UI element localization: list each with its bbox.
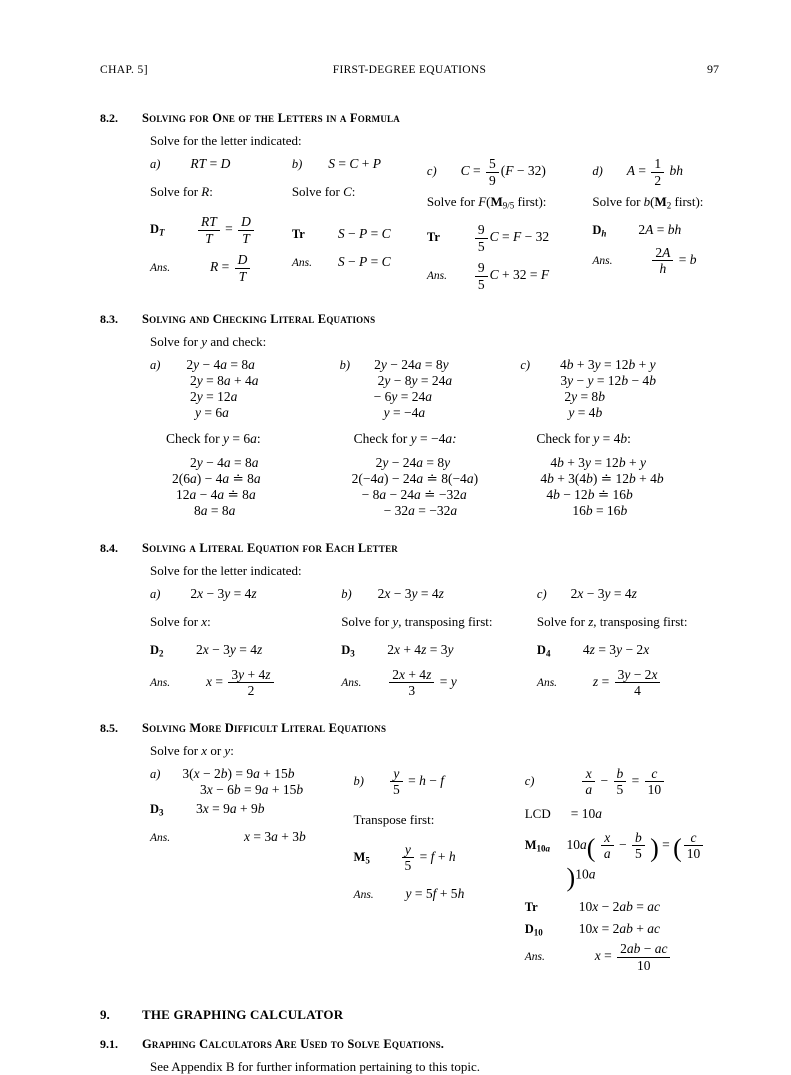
solution-line: y = −4a bbox=[383, 405, 426, 421]
solution-line: 2y = 12a bbox=[190, 389, 238, 405]
section-title: Solving for One of the Letters in a Formula bbox=[142, 111, 400, 125]
step-expression: 2x + 4z = 3y bbox=[387, 642, 454, 658]
operation-label: Tr bbox=[426, 230, 440, 245]
answer-label: Ans. bbox=[592, 254, 613, 267]
item-equation: C = $\frac{5}{9}$ (F − 32) bbox=[460, 156, 546, 188]
section-heading-9-1 bbox=[100, 1037, 719, 1052]
item-tag: a) bbox=[150, 157, 161, 171]
section-9-1-body: See Appendix B for further information pertaining to this topic. bbox=[150, 1059, 480, 1075]
item-tag: b) bbox=[353, 773, 364, 788]
problem-8-5-b bbox=[354, 766, 525, 974]
solution-line: 2y = 8a + 4a bbox=[190, 373, 259, 389]
section-8-4-lead: Solve for the letter indicated: bbox=[150, 563, 302, 579]
check-line: − 8a − 24a ≐ −32a bbox=[361, 487, 467, 503]
check-line: 2(6a) − 4a ≐ 8a bbox=[172, 471, 261, 487]
answer-expression: $\frac{2x + 4z}{3}$ = y bbox=[387, 667, 457, 699]
section-8-3-lead: Solve for y and check: bbox=[150, 334, 267, 350]
check-line: 4b + 3(4b) ≐ 12b + 4b bbox=[540, 471, 664, 487]
step-expression: 4z = 3y − 2x bbox=[582, 642, 650, 658]
check-heading: Check for y = 4b: bbox=[536, 431, 631, 447]
page-number: 97 bbox=[707, 62, 719, 76]
answer-expression: $\frac{2A}{h}$ = b bbox=[650, 245, 696, 277]
step-expression: $\frac{RT}{T}$ = $\frac{D}{T}$ bbox=[196, 214, 256, 246]
lcd-label: LCD bbox=[524, 805, 551, 821]
solution-line: 4b + 3y = 12b + y bbox=[560, 357, 656, 373]
solution-line: 3(x − 2b) = 9a + 15b bbox=[182, 765, 295, 781]
solution-line: 3x − 6b = 9a + 15b bbox=[200, 781, 304, 797]
solve-for-label: Solve for z, transposing first: bbox=[536, 614, 688, 630]
section-heading-9 bbox=[100, 1007, 719, 1023]
item-tag: c) bbox=[536, 587, 547, 602]
check-line: 4b + 3y = 12b + y bbox=[550, 455, 646, 471]
check-line: 2y − 24a = 8y bbox=[375, 455, 451, 471]
solve-for-label: Solve for $F(M_{9/5}$ first): bbox=[426, 194, 547, 211]
operation-label: $D_2$ bbox=[150, 643, 164, 659]
item-equation: A = $\frac{1}{2}$ bh bbox=[626, 156, 684, 188]
item-equation: 2x − 3y = 4z bbox=[377, 586, 444, 602]
problem-8-2-a bbox=[150, 156, 292, 292]
section-number: 9. bbox=[100, 1007, 110, 1023]
step-expression: 10x − 2ab = ac bbox=[578, 899, 660, 915]
item-tag: b) bbox=[291, 157, 303, 171]
check-line: 4b − 12b ≐ 16b bbox=[546, 487, 633, 503]
answer-label: Ans. bbox=[524, 951, 545, 964]
problem-8-2-b bbox=[292, 156, 427, 292]
answer-expression: x = 3a + 3b bbox=[244, 828, 306, 844]
section-number: 8.4. bbox=[100, 541, 118, 556]
section-number: 8.3. bbox=[100, 312, 118, 327]
item-tag: a) bbox=[150, 587, 161, 602]
problem-8-3-c bbox=[520, 357, 719, 519]
solution-line: 3y − y = 12b − 4b bbox=[560, 373, 656, 389]
check-line: 8a = 8a bbox=[194, 503, 236, 519]
problem-8-3-b bbox=[340, 357, 521, 519]
check-line: 16b = 16b bbox=[572, 503, 628, 519]
section-8-5-lead: Solve for x or y: bbox=[150, 742, 234, 758]
section-8-4-columns bbox=[150, 586, 719, 698]
item-tag: c) bbox=[524, 773, 535, 788]
section-title: Solving a Literal Equation for Each Letter bbox=[142, 541, 398, 556]
answer-expression: x = $\frac{2ab - ac}{10}$ bbox=[595, 941, 673, 973]
answer-label: Ans. bbox=[150, 262, 171, 275]
item-equation: $\frac{y}{5}$ = h − f bbox=[388, 766, 444, 798]
problem-8-5-c bbox=[525, 766, 719, 974]
section-heading-8-4 bbox=[100, 541, 719, 556]
item-equation: $\frac{x}{a}$ − $\frac{b}{5}$ = $\frac{c}{10}$ bbox=[580, 766, 666, 798]
problem-8-2-c bbox=[427, 156, 592, 292]
solution-line: 2y = 8b bbox=[564, 389, 605, 405]
operation-label: $D_{10}$ bbox=[524, 922, 543, 938]
step-expression: 3x = 9a + 9b bbox=[196, 800, 265, 816]
section-title: THE GRAPHING CALCULATOR bbox=[142, 1007, 344, 1023]
solution-line: 2y − 4a = 8a bbox=[186, 357, 255, 373]
section-title: Solving More Difficult Literal Equations bbox=[142, 720, 387, 735]
solution-line: 2y − 8y = 24a bbox=[377, 373, 453, 389]
answer-expression: y = 5f + 5h bbox=[405, 885, 465, 901]
section-heading-8-5 bbox=[100, 721, 719, 736]
section-8-3-columns bbox=[150, 357, 719, 519]
answer-label: Ans. bbox=[291, 257, 312, 269]
item-equation: RT = D bbox=[190, 156, 231, 171]
operation-label: $M_5$ bbox=[353, 849, 370, 866]
solve-for-label: Solve for x: bbox=[150, 614, 211, 630]
section-8-5-columns bbox=[150, 766, 719, 974]
check-line: 2(−4a) − 24a ≐ 8(−4a) bbox=[351, 471, 479, 487]
operation-label: $D_T$ bbox=[150, 222, 165, 238]
section-heading-8-3 bbox=[100, 312, 719, 327]
section-8-2-columns bbox=[150, 156, 719, 292]
problem-8-4-b bbox=[341, 586, 537, 698]
step-expression: 2A = bh bbox=[638, 222, 682, 238]
item-equation: S = C + P bbox=[328, 156, 382, 171]
solution-line: y = 4b bbox=[568, 405, 603, 421]
step-expression: S − P = C bbox=[337, 226, 391, 241]
section-8-2-lead: Solve for the letter indicated: bbox=[150, 133, 302, 148]
solution-line: − 6y = 24a bbox=[373, 389, 433, 405]
operation-label: $D_4$ bbox=[536, 643, 551, 659]
step-expression: 10a( $\frac{x}{a}$ − $\frac{b}{5}$ ) = ( $\frac{c}{10}$ )10a bbox=[567, 830, 719, 893]
problem-8-4-c bbox=[537, 586, 719, 698]
operation-label: Tr bbox=[291, 227, 305, 241]
check-line: 2y − 4a = 8a bbox=[190, 455, 259, 471]
check-heading: Check for y = 6a: bbox=[166, 431, 261, 447]
section-number: 9.1. bbox=[100, 1037, 118, 1052]
step-expression: $\frac{y}{5}$ = f + h bbox=[400, 842, 456, 874]
step-expression: $\frac{9}{5}$ C = F − 32 bbox=[473, 222, 549, 254]
solve-for-label: Solve for y, transposing first: bbox=[341, 614, 493, 630]
check-line: 12a − 4a ≐ 8a bbox=[176, 487, 256, 503]
lcd-value: = 10a bbox=[570, 805, 602, 821]
answer-label: Ans. bbox=[150, 676, 171, 689]
answer-expression: z = $\frac{3y - 2x}{4}$ bbox=[593, 667, 663, 699]
answer-label: Ans. bbox=[353, 888, 374, 901]
solve-for-label: Solve for C: bbox=[291, 184, 356, 199]
section-title: Solving and Checking Literal Equations bbox=[142, 312, 376, 327]
section-number: 8.5. bbox=[100, 720, 118, 735]
item-tag: d) bbox=[592, 164, 603, 179]
item-tag: c) bbox=[520, 358, 531, 373]
check-line: − 32a = −32a bbox=[383, 503, 458, 519]
solution-line: 2y − 24a = 8y bbox=[374, 357, 449, 373]
operation-label: $D_3$ bbox=[341, 643, 355, 659]
answer-label: Ans. bbox=[150, 831, 171, 844]
item-tag: c) bbox=[426, 164, 437, 179]
problem-8-3-a bbox=[150, 357, 340, 519]
answer-label: Ans. bbox=[536, 676, 558, 689]
running-head-left: CHAP. 5] bbox=[100, 64, 148, 76]
solve-for-label: Solve for $b(M_2$ first): bbox=[592, 194, 704, 211]
section-number: 8.2. bbox=[100, 111, 118, 125]
answer-expression: R = $\frac{D}{T}$ bbox=[210, 252, 252, 284]
item-tag: b) bbox=[341, 587, 352, 602]
operation-label: Tr bbox=[524, 900, 538, 915]
solution-line: y = 6a bbox=[195, 405, 229, 421]
running-head bbox=[100, 62, 719, 77]
check-heading: Check for y = −4a: bbox=[353, 431, 457, 447]
step-expression: 2x − 3y = 4z bbox=[196, 642, 263, 658]
item-tag: a) bbox=[150, 358, 161, 373]
problem-8-5-a bbox=[150, 766, 354, 974]
problem-8-2-d bbox=[592, 156, 719, 292]
item-tag: b) bbox=[339, 358, 351, 373]
step-expression: 10x = 2ab + ac bbox=[578, 921, 660, 937]
operation-label: $D_h$ bbox=[592, 223, 607, 239]
operation-label: $D_3$ bbox=[150, 801, 164, 817]
operation-label: $M_{10a}$ bbox=[524, 837, 551, 854]
section-heading-8-2 bbox=[100, 111, 719, 126]
answer-expression: x = $\frac{3y + 4z}{2}$ bbox=[206, 667, 276, 699]
problem-8-4-a bbox=[150, 586, 341, 698]
transpose-note: Transpose first: bbox=[353, 811, 435, 827]
running-head-center: FIRST-DEGREE EQUATIONS bbox=[332, 64, 487, 76]
section-title: Graphing Calculators Are Used to Solve Equations. bbox=[142, 1037, 445, 1052]
answer-label: Ans. bbox=[426, 270, 448, 283]
item-tag: a) bbox=[150, 766, 161, 781]
solve-for-label: Solve for R: bbox=[150, 184, 213, 199]
item-equation: 2x − 3y = 4z bbox=[190, 586, 257, 602]
answer-expression: S − P = C bbox=[337, 254, 391, 269]
answer-label: Ans. bbox=[341, 676, 362, 689]
item-equation: 2x − 3y = 4z bbox=[570, 586, 637, 602]
answer-expression: $\frac{9}{5}$ C + 32 = F bbox=[473, 260, 549, 292]
